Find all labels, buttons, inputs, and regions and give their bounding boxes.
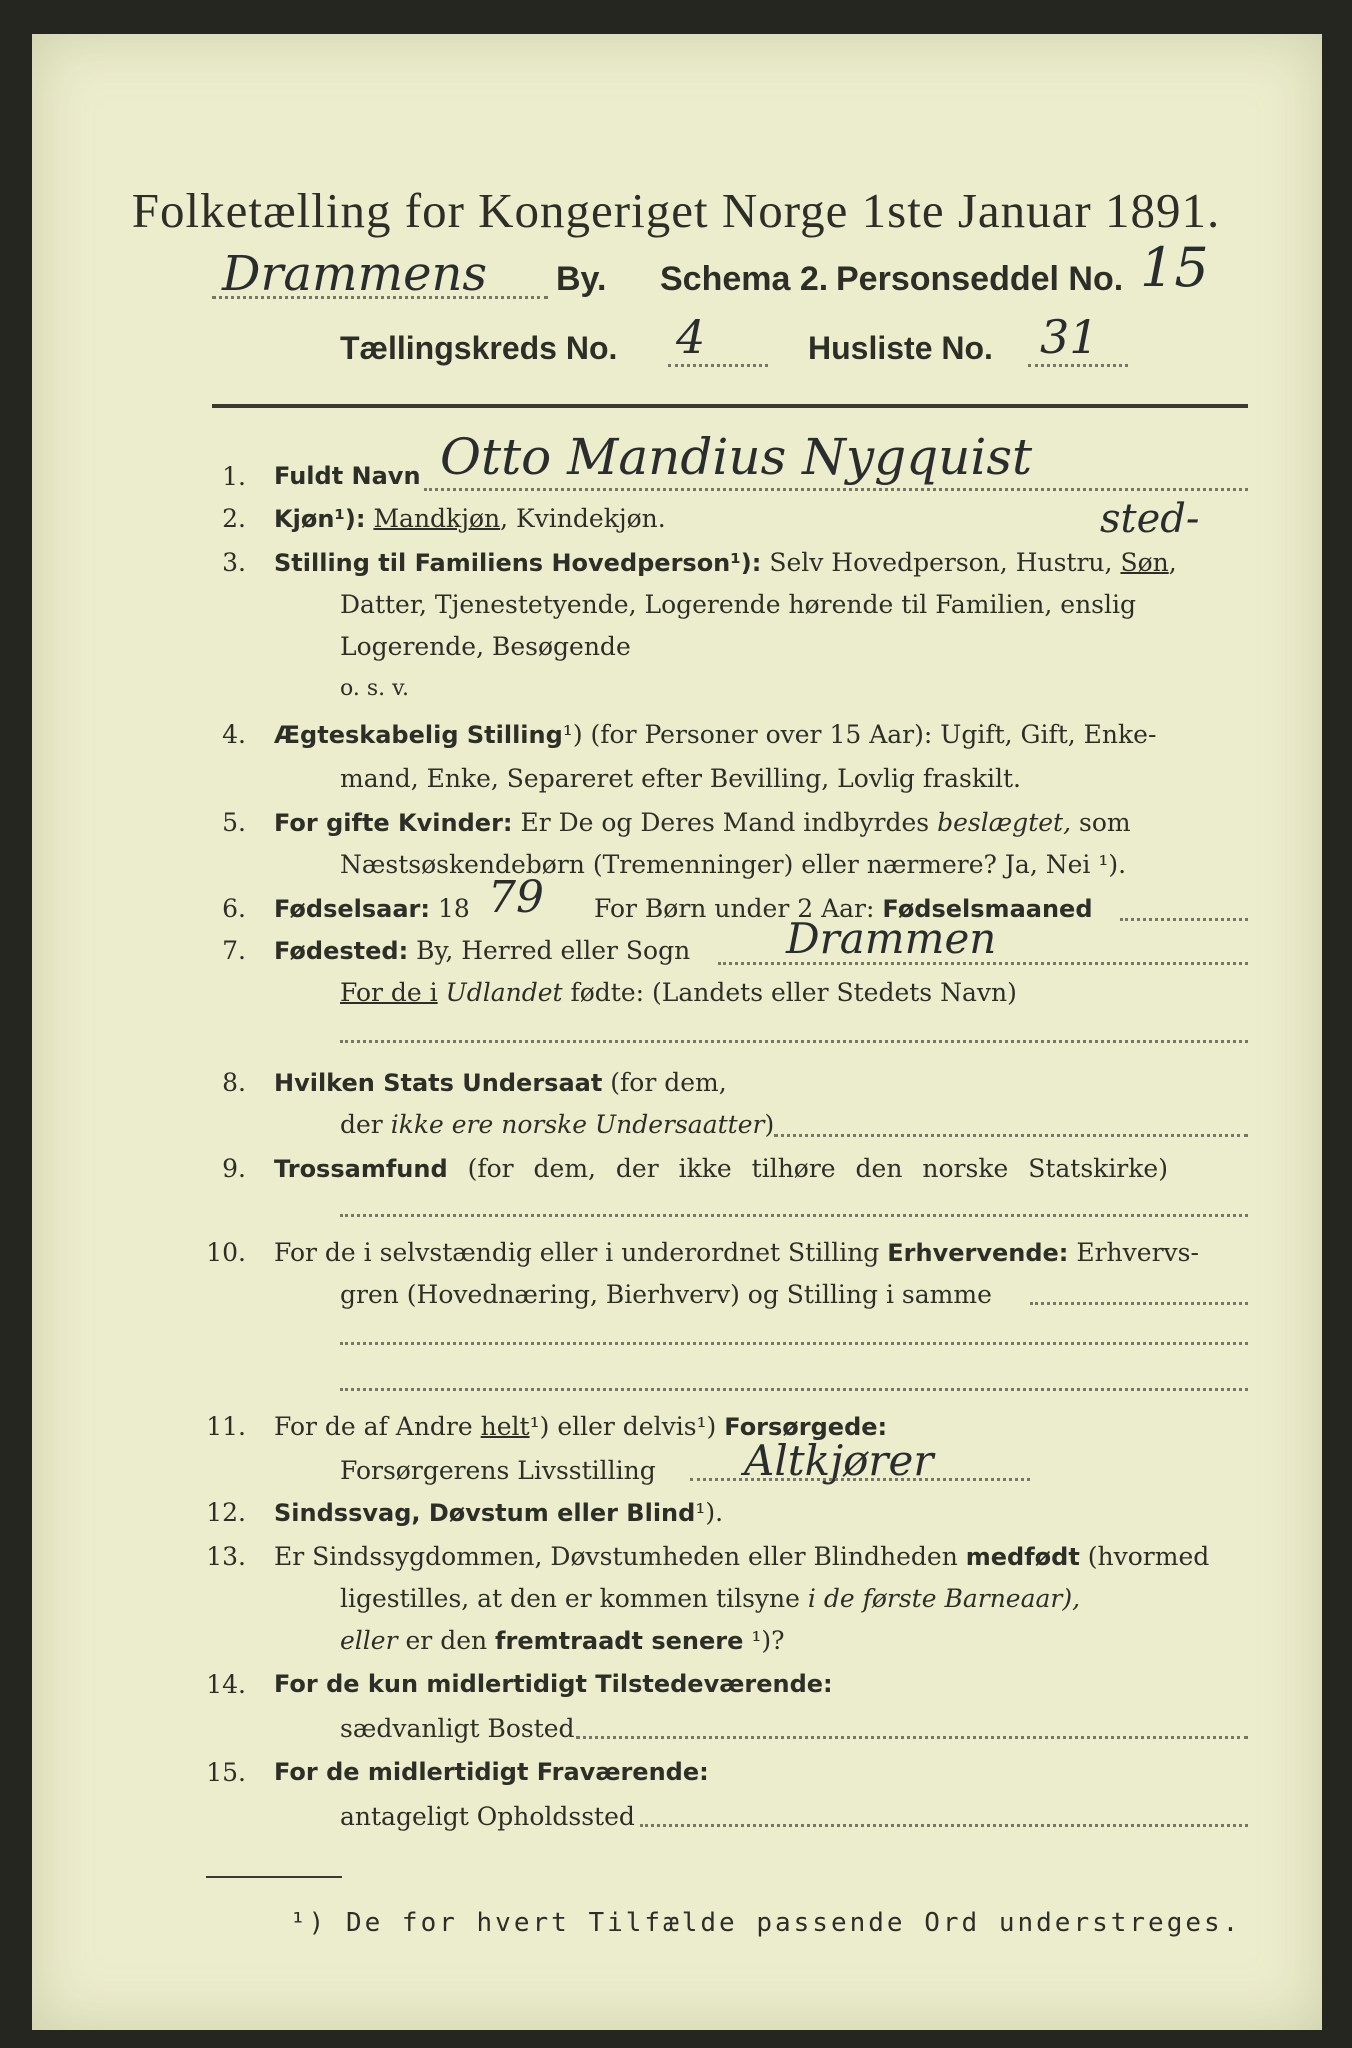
q7-line2 [340, 978, 1017, 1007]
q4-line2: mand, Enke, Separeret efter Bevilling, Lovlig fraskilt. [340, 764, 1021, 793]
q7-answer: Drammen [786, 914, 997, 963]
q10-text1a: For de i selvstændig eller i underordnet Stilling [274, 1238, 880, 1267]
city-dotline [212, 296, 548, 299]
q10-label: Erhvervende: [887, 1239, 1069, 1267]
q13-italic2: i de første Barneaar), [807, 1584, 1081, 1613]
q13-line3 [340, 1626, 785, 1655]
q6-year-handwritten: 79 [488, 872, 544, 923]
taellingskreds-number: 4 [676, 310, 706, 364]
q13-number: 13. [206, 1542, 246, 1571]
footnote-rule [206, 1876, 342, 1878]
q5-italic: beslægtet, [937, 808, 1072, 837]
q4-label: Ægteskabelig Stilling [274, 721, 563, 749]
q8-italic: ikke ere norske Undersaatter [390, 1110, 765, 1139]
husliste-label: Husliste No. [808, 330, 993, 366]
q8-label: Hvilken Stats Undersaat [274, 1069, 603, 1097]
q14-line2: sædvanligt Bosted [340, 1714, 575, 1743]
q5-line1 [274, 808, 1131, 837]
q13-text1b: (hvormed [1087, 1542, 1210, 1571]
q13-text2a: ligestilles, at den er kommen tilsyne [340, 1584, 800, 1613]
q13-line1 [274, 1542, 1209, 1571]
q13-label: medfødt [965, 1543, 1080, 1571]
q3-line3: Logerende, Besøgende [340, 632, 631, 661]
q10-number: 10. [206, 1238, 246, 1267]
q14-dotline [576, 1736, 1248, 1739]
q2-label: Kjøn¹): [274, 505, 366, 533]
personseddel-number: 15 [1140, 236, 1209, 299]
q8-text1: (for dem, [610, 1068, 727, 1097]
q11-text1a: For de af Andre [274, 1412, 473, 1441]
q10-text1b: Erhvervs- [1076, 1238, 1199, 1267]
city-handwritten: Drammens [222, 246, 488, 302]
q3-text1b: , [1168, 548, 1177, 577]
q11-dotline [690, 1478, 1030, 1481]
q2-rest: , Kvindekjøn. [500, 504, 666, 533]
q7-line1 [274, 936, 690, 965]
q10-line1 [274, 1238, 1199, 1267]
q11-text1b: ¹) eller delvis¹) [529, 1412, 717, 1441]
q9-text1: (for dem, der ikke tilhøre den norske Statskirke) [467, 1154, 1168, 1183]
q12-text: ¹). [695, 1498, 724, 1527]
q13-text3a: er den [405, 1626, 488, 1655]
q10-dotline2 [340, 1342, 1248, 1345]
q6-dotline [1120, 918, 1248, 921]
q14-label: For de kun midlertidigt Tilstedeværende: [274, 1670, 833, 1698]
q9-number: 9. [222, 1154, 246, 1183]
q9-line1 [274, 1154, 1168, 1183]
q11-answer: Altkjører [744, 1436, 934, 1485]
q5-text1b: som [1078, 808, 1131, 837]
q11-number: 11. [206, 1412, 246, 1441]
form-title: Folketælling for Kongeriget Norge 1ste Januar 1891. [131, 183, 1221, 238]
city-suffix: By. [556, 260, 607, 298]
q8-number: 8. [222, 1068, 246, 1097]
q2-option-mandkjon: Mandkjøn [373, 504, 501, 533]
q5-number: 5. [222, 808, 246, 837]
q8-text2b: ) [764, 1110, 775, 1139]
q3-number: 3. [222, 548, 246, 577]
q10-dotline1 [1030, 1302, 1248, 1305]
q14-number: 14. [206, 1670, 246, 1699]
q7-label: Fødested: [274, 937, 409, 965]
personseddel-label: Personseddel No. [836, 260, 1124, 298]
q15-dotline [640, 1824, 1248, 1827]
taellingskreds-dotline [668, 364, 768, 367]
q10-line2: gren (Hovednæring, Bierhverv) og Stilling i samme [340, 1280, 992, 1309]
q1-dotline [424, 488, 1248, 491]
q7-text1: By, Herred eller Sogn [416, 936, 691, 965]
q8-text2a: der [340, 1110, 383, 1139]
q5-text1: Er De og Deres Mand indbyrdes [520, 808, 930, 837]
q11-helt: helt [480, 1412, 530, 1441]
q2-number: 2. [222, 504, 246, 533]
q6-number: 6. [222, 894, 246, 923]
q8-dotline [774, 1134, 1248, 1137]
q12-number: 12. [206, 1498, 246, 1527]
q6-line [274, 894, 470, 923]
q7-italic: Udlandet [445, 978, 563, 1007]
q5-label: For gifte Kvinder: [274, 809, 513, 837]
q6-label2: Fødselsmaaned [882, 895, 1093, 923]
taellingskreds-label: Tællingskreds No. [340, 330, 618, 366]
q6-label: Fødselsaar: [274, 895, 430, 923]
q3-line2: Datter, Tjenestetyende, Logerende hørende til Familien, enslig [340, 590, 1137, 619]
q11-line2: Forsørgerens Livsstilling [340, 1456, 656, 1485]
q3-line4: o. s. v. [340, 676, 409, 701]
q7-dotline2 [340, 1040, 1248, 1043]
q7-dotline [718, 962, 1248, 965]
q3-option-son: Søn [1120, 548, 1169, 577]
q5-line2: Næstsøskendebørn (Tremenninger) eller nærmere? Ja, Nei ¹). [340, 850, 1127, 879]
q13-text3b: ¹)? [751, 1626, 785, 1655]
q7-number: 7. [222, 936, 246, 965]
q13-line2 [340, 1584, 1080, 1613]
q8-line1 [274, 1068, 727, 1097]
q6-prefix: 18 [437, 894, 470, 923]
q7-text2b: fødte: (Landets eller Stedets Navn) [570, 978, 1017, 1007]
schema-label: Schema 2. [660, 260, 829, 298]
husliste-dotline [1028, 364, 1128, 367]
q12-label: Sindssvag, Døvstum eller Blind [274, 1499, 696, 1527]
q4-line1 [274, 720, 1156, 749]
q8-line2 [340, 1110, 774, 1139]
q6-text: For Børn under 2 Aar: [594, 894, 875, 923]
q2-line [274, 504, 666, 533]
q15-number: 15. [206, 1758, 246, 1787]
q3-label: Stilling til Familiens Hovedperson¹): [274, 549, 762, 577]
q1-answer: Otto Mandius Nygquist [440, 428, 1033, 486]
footnote: ¹) De for hvert Tilfælde passende Ord understreges. [290, 1908, 1242, 1938]
q3-handwritten: sted- [1100, 496, 1200, 542]
q13-label3: fremtraadt senere [495, 1627, 744, 1655]
q10-dotline3 [340, 1388, 1248, 1391]
q13-text1a: Er Sindssygdommen, Døvstumheden eller Blindheden [274, 1542, 958, 1571]
q3-text1: Selv Hovedperson, Hustru, [769, 548, 1113, 577]
q11-label: Forsørgede: [724, 1413, 888, 1441]
q9-dotline [340, 1214, 1248, 1217]
q9-label: Trossamfund [274, 1155, 448, 1183]
q1-label: Fuldt Navn [274, 462, 421, 490]
q15-label: For de midlertidigt Fraværende: [274, 1758, 709, 1786]
husliste-number: 31 [1040, 310, 1099, 364]
q3-line1 [274, 548, 1177, 577]
q4-text1: ¹) (for Personer over 15 Aar): Ugift, Gift, Enke- [562, 720, 1157, 749]
q7-text2a: For de i [340, 978, 438, 1007]
header-rule [212, 404, 1248, 408]
q13-italic3: eller [340, 1626, 398, 1655]
q1-number: 1. [222, 462, 246, 491]
q4-number: 4. [222, 720, 246, 749]
q15-line2: antageligt Opholdssted [340, 1802, 635, 1831]
q12-line [274, 1498, 723, 1527]
